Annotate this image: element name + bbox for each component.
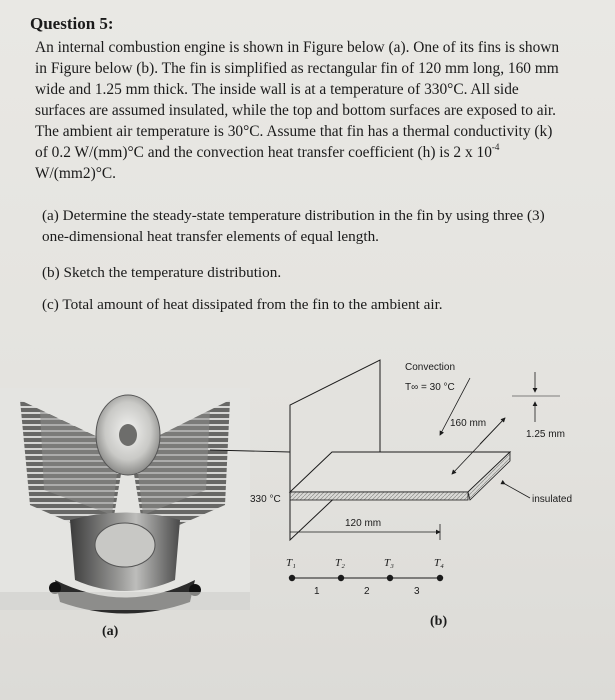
node-label-1: T₁ — [286, 557, 296, 569]
ambient-temp-label: T∞ = 30 °C — [405, 382, 455, 393]
part-a-line-1: (a) Determine the steady-state temperature distribution in the fin by using three (3) — [42, 207, 545, 224]
convection-label: Convection — [405, 362, 456, 373]
statement-line-5: The ambient air temperature is 30°C. Assume that fin has a thermal conductivity (k) — [35, 123, 553, 140]
node-3 — [387, 575, 393, 581]
figure — [0, 340, 615, 680]
thickness-label: 1.25 mm — [526, 429, 565, 440]
statement-line-6 — [35, 142, 603, 163]
width-label: 160 mm — [450, 418, 487, 429]
node-2 — [338, 575, 344, 581]
node-label-3: T₃ — [384, 557, 394, 569]
node-label-4: T₄ — [434, 557, 444, 569]
part-a — [42, 205, 602, 247]
statement-line-4: surfaces are assumed insulated, while the top and bottom surfaces are exposed to air. — [35, 102, 556, 119]
caption-b: (b) — [430, 614, 448, 629]
engine-image — [0, 388, 250, 614]
element-label-1: 1 — [314, 586, 320, 597]
problem-statement — [35, 37, 603, 184]
wall-temp-label: 330 °C — [250, 494, 281, 505]
part-a-line-2: one-dimensional heat transfer elements of equal length. — [42, 228, 379, 245]
exponent: -4 — [491, 142, 500, 152]
part-b: (b) Sketch the temperature distribution. — [42, 264, 282, 281]
node-1 — [289, 575, 295, 581]
statement-line-3: wide and 1.25 mm thick. The inside wall is at a temperature of 330°C. All side — [35, 81, 519, 98]
insulated-label: insulated — [532, 494, 573, 505]
element-label-3: 3 — [414, 586, 420, 597]
statement-line-2: in Figure below (b). The fin is simplified as rectangular fin of 120 mm long, 160 mm — [35, 60, 559, 77]
statement-line-6-text: of 0.2 W/(mm)°C and the convection heat transfer coefficient (h) is 2 x 10 — [35, 144, 492, 161]
question-title: Question 5: — [30, 14, 114, 33]
caption-a: (a) — [102, 624, 119, 639]
fin-diagram — [210, 360, 572, 597]
node-label-2: T₂ — [335, 557, 345, 569]
statement-line-7: W/(mm2)°C. — [35, 165, 116, 182]
statement-line-1: An internal combustion engine is shown in Figure below (a). One of its fins is shown — [35, 39, 560, 56]
node-4 — [437, 575, 443, 581]
length-label: 120 mm — [345, 518, 382, 529]
part-c: (c) Total amount of heat dissipated from the fin to the ambient air. — [42, 296, 443, 313]
element-label-2: 2 — [364, 586, 370, 597]
